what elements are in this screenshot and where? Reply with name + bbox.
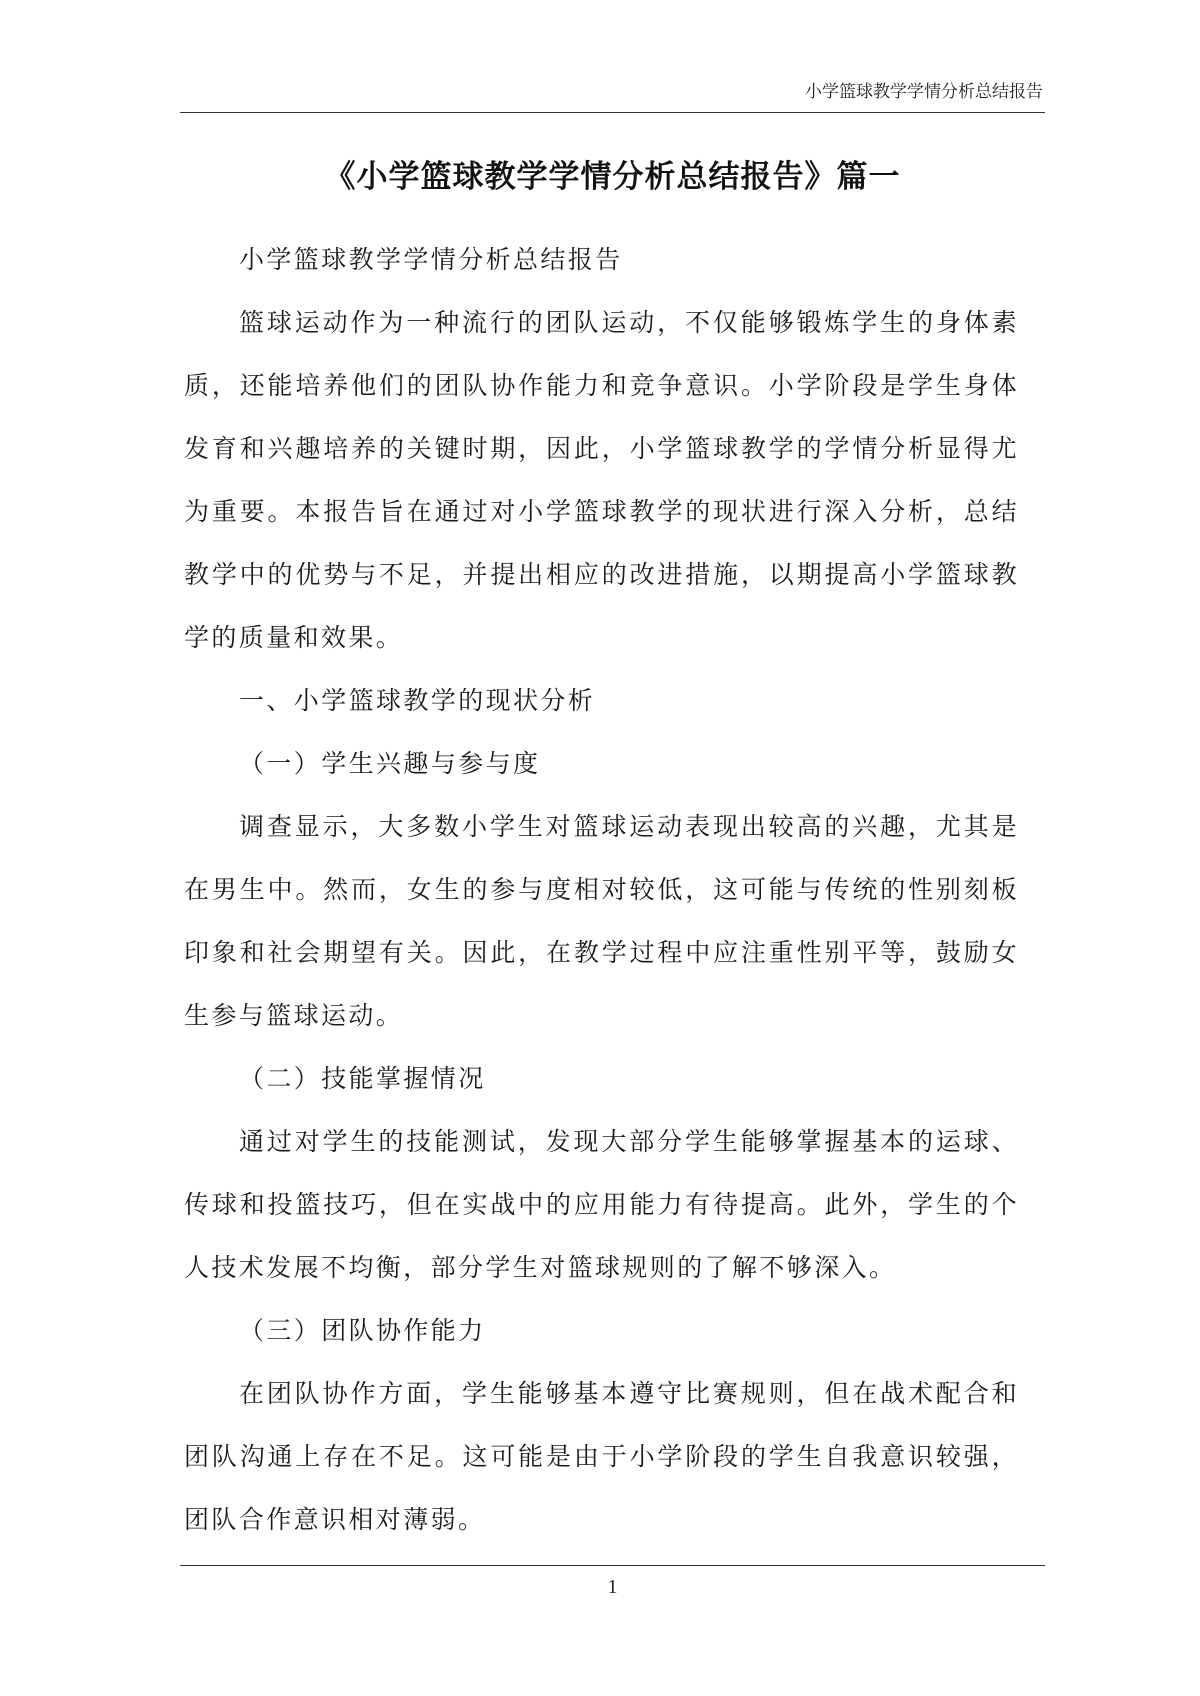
section-heading-1: 一、小学篮球教学的现状分析 — [239, 686, 596, 715]
body-paragraph: 调查显示，大多数小学生对篮球运动表现出较高的兴趣，尤其是在男生中。然而，女生的参与度相对较低，这可能与传统的性别刻板印象和社会期望有关。因此，在教学过程中应注重性别平等，鼓励女生参与篮球运动。 — [184, 812, 1019, 1030]
report-subtitle: 小学篮球教学学情分析总结报告 — [239, 245, 623, 274]
subsection-heading-3: （三）团队协作能力 — [239, 1316, 486, 1345]
body-paragraph: 通过对学生的技能测试，发现大部分学生能够掌握基本的运球、传球和投篮技巧，但在实战中的应用能力有待提高。此外，学生的个人技术发展不均衡，部分学生对篮球规则的了解不够深入。 — [184, 1127, 1019, 1282]
running-header: 小学篮球教学学情分析总结报告 — [805, 82, 1043, 102]
subsection-heading-2: （二）技能掌握情况 — [239, 1064, 486, 1093]
subsection-heading-1: （一）学生兴趣与参与度 — [239, 749, 541, 778]
page-number: 1 — [607, 1576, 618, 1598]
document-title: 《小学篮球教学学情分析总结报告》篇一 — [324, 159, 901, 195]
body-paragraph: 在团队协作方面，学生能够基本遵守比赛规则，但在战术配合和团队沟通上存在不足。这可能是由于小学阶段的学生自我意识较强，团队合作意识相对薄弱。 — [184, 1379, 1019, 1534]
document-body — [184, 228, 1019, 1551]
header-divider — [180, 112, 1045, 113]
footer-divider — [180, 1565, 1045, 1566]
intro-paragraph: 篮球运动作为一种流行的团队运动，不仅能够锻炼学生的身体素质，还能培养他们的团队协作能力和竞争意识。小学阶段是学生身体发育和兴趣培养的关键时期，因此，小学篮球教学的学情分析显得尤为重要。本报告旨在通过对小学篮球教学的现状进行深入分析，总结教学中的优势与不足，并提出相应的改进措施，以期提高小学篮球教学的质量和效果。 — [184, 308, 1019, 652]
